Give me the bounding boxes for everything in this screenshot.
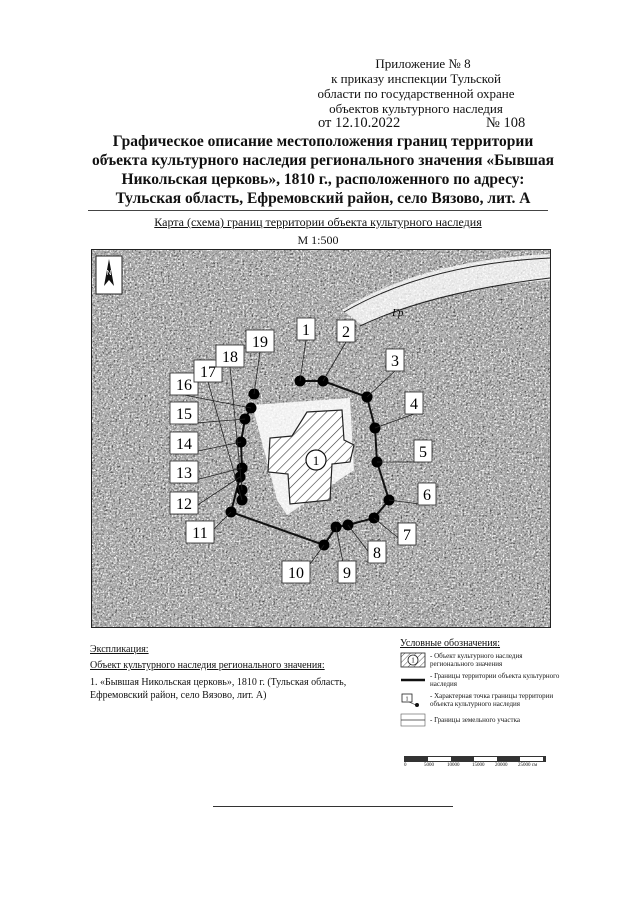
boundary-point-label: 18 (222, 349, 238, 366)
legend-label-point: - Характерная точка границы территории объекта культурного наследия (430, 692, 554, 708)
explication-heading: Экспликация: (90, 644, 149, 655)
explication-subheading: Объект культурного наследия регионального значения: (90, 660, 325, 671)
boundary-point-label: 2 (342, 324, 350, 341)
appendix-header (300, 56, 532, 116)
signature-line (213, 806, 453, 807)
boundary-point-label: 8 (373, 545, 381, 562)
boundary-point-label: 7 (403, 527, 411, 544)
boundary-map-svg (92, 250, 550, 627)
order-number: № 108 (486, 115, 526, 131)
scale-tick: 20000 (495, 763, 508, 768)
document-title: Графическое описание местоположения границ территории объекта культурного наследия регионального значения «Бывшая Никольская церковь», 1810 г., расположенного по адресу: Тульская область, Ефремовский район, село Вязово, лит. А (91, 133, 555, 207)
north-arrow-icon (96, 256, 122, 294)
boundary-point-label: 6 (423, 487, 431, 504)
appendix-heritage: объектов культурного наследия (329, 101, 503, 116)
scale-tick: 15000 (472, 763, 485, 768)
legend (400, 640, 560, 732)
scale-bar-ticks (404, 762, 546, 770)
legend-label-plot: - Границы земельного участка (430, 716, 520, 724)
boundary-point-label: 5 (419, 444, 427, 461)
boundary-point-label: 13 (176, 465, 192, 482)
territory-border-icon (400, 672, 426, 688)
map-scale: М 1:500 (297, 233, 339, 247)
legend-row-point (400, 692, 560, 708)
boundary-point-label: 4 (410, 396, 418, 413)
object-hatched-icon (400, 652, 426, 668)
scale-tick: 10000 (447, 763, 460, 768)
boundary-point-label: 10 (288, 565, 304, 582)
title-divider (88, 210, 548, 211)
map-caption: Карта (схема) границ территории объекта культурного наследия (154, 215, 482, 229)
svg-text:1: 1 (411, 656, 415, 665)
svg-text:1: 1 (405, 696, 409, 703)
boundary-map (91, 249, 551, 628)
boundary-point-label: 3 (391, 353, 399, 370)
road-label: Гр (392, 307, 404, 319)
legend-heading: Условные обозначения: (400, 638, 501, 649)
legend-label-border: - Границы территории объекта культурного наследия (430, 672, 560, 688)
boundary-point-label: 9 (343, 565, 351, 582)
boundary-point-label: 17 (200, 364, 216, 381)
boundary-point-label: 12 (176, 496, 192, 513)
svg-text:N: N (106, 270, 112, 277)
legend-row-plot (400, 712, 560, 728)
boundary-point-label: 1 (302, 322, 310, 339)
appendix-order-ref: к приказу инспекции Тульской (331, 71, 501, 86)
land-plot-border-icon (400, 712, 426, 728)
boundary-point-label: 16 (176, 377, 192, 394)
scale-bar (404, 756, 546, 770)
characteristic-point-icon (400, 692, 426, 708)
boundary-point-label: 14 (176, 436, 192, 453)
legend-row-border (400, 672, 560, 688)
scale-tick: 5000 (424, 763, 434, 768)
explication-item: 1. «Бывшая Никольская церковь», 1810 г. (Тульская область, Ефремовский район, село Вязово, лит. А) (90, 677, 347, 701)
boundary-point-label: 19 (252, 334, 268, 351)
boundary-point-label: 11 (192, 525, 208, 542)
appendix-authority: области по государственной охране (317, 86, 515, 101)
order-date-number (318, 115, 526, 132)
scale-tick: 25000 см (518, 763, 538, 768)
legend-label-object: - Объект культурного наследия регионального значения (430, 652, 523, 668)
legend-row-object (400, 652, 560, 668)
order-date: от 12.10.2022 (318, 115, 401, 131)
boundary-point-label: 15 (176, 406, 192, 423)
object-marker-number: 1 (312, 453, 320, 468)
scale-tick: 0 (404, 763, 407, 768)
appendix-title: Приложение № 8 (375, 56, 471, 71)
